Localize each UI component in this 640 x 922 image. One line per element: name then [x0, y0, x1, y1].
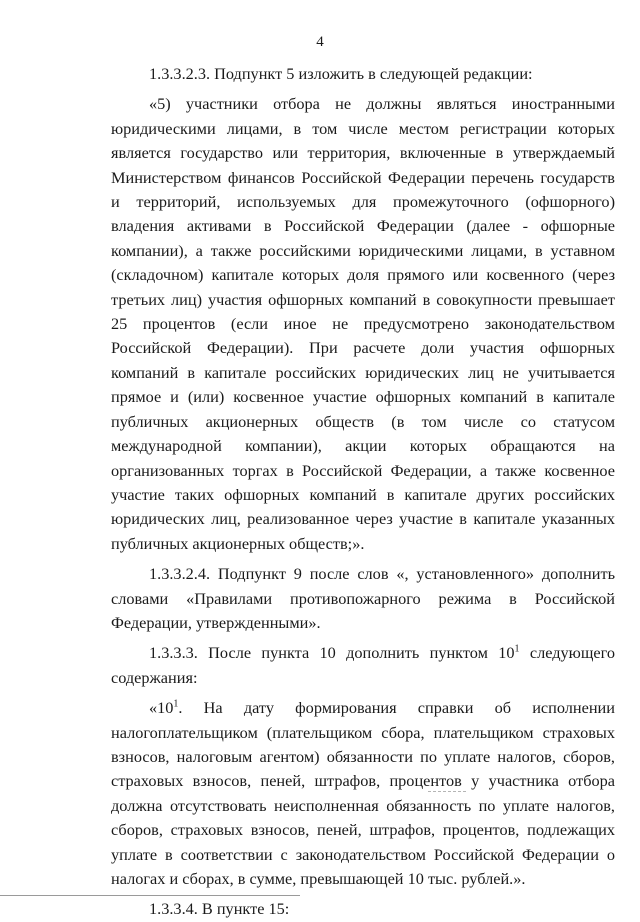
- item-10-1-open: «10: [149, 698, 174, 718]
- paragraph-1-3-3-3: [111, 641, 615, 690]
- scan-dotted-mark: [428, 791, 466, 792]
- paragraph-item-10-1-text: [111, 696, 615, 891]
- paragraph-1-3-3-3-rest: следующего содержания:: [111, 643, 615, 687]
- paragraph-1-3-3-2-4: 1.3.3.2.4. Подпункт 9 после слов «, установленного» дополнить словами «Правилами противопожарного режима в Российской Федерации, утвержденными».: [111, 564, 615, 632]
- page-number: 4: [316, 34, 324, 50]
- paragraph-1-3-3-3-main: 1.3.3.3. После пункта 10 дополнить пунктом 10: [149, 643, 515, 663]
- superscript-one: 1: [173, 698, 179, 710]
- item-10-1-rest: . На дату формирования справки об исполнении налогоплательщиком (плательщиком сбора, плательщиком страховых взносов, налоговым агентом) обязанности по уплате налогов, сборов, страховых взносов, пеней, штрафов, процентов у участника отбора должна отсутствовать неисполненная обязанность по уплате налогов, сборов, страховых взносов, пеней, штрафов, процентов, подлежащих уплате в соответствии с законодательством Российской Федерации о налогах и сборах, в сумме, превышающей 10 тыс. рублей.».: [111, 698, 615, 888]
- superscript-one: 1: [514, 643, 520, 655]
- paragraph-1-3-3-2-3: 1.3.3.2.3. Подпункт 5 изложить в следующей редакции:: [149, 64, 533, 83]
- paragraph-1-3-3-4: 1.3.3.4. В пункте 15:: [149, 899, 290, 919]
- footer-rule: [0, 895, 300, 896]
- paragraph-subitem-5-text: «5) участники отбора не должны являться иностранными юридическими лицами, в том числе местом регистрации которых является государство или территория, включенные в утверждаемый Министерством финансов Российской Федерации перечень государств и территорий, используемых для промежуточного (офшорного) владения активами в Российской Федерации (далее - офшорные компании), а также российскими юридическими лицами, в уставном (складочном) капитале которых доля прямого или косвенного (через третьих лиц) участия офшорных компаний в совокупности превышает 25 процентов (если иное не предусмотрено законодательством Российской Федерации). При расчете доли участия офшорных компаний в капитале российских юридических лиц не учитывается прямое и (или) косвенное участие офшорных компаний в капитале публичных акционерных обществ (в том числе со статусом международной компании), акции которых обращаются на организованных торгах в Российской Федерации, а также косвенное участие таких офшорных компаний в капитале других российских юридических лиц, реализованное через участие в капитале указанных публичных акционерных обществ;».: [111, 94, 615, 553]
- document-body: [111, 62, 615, 922]
